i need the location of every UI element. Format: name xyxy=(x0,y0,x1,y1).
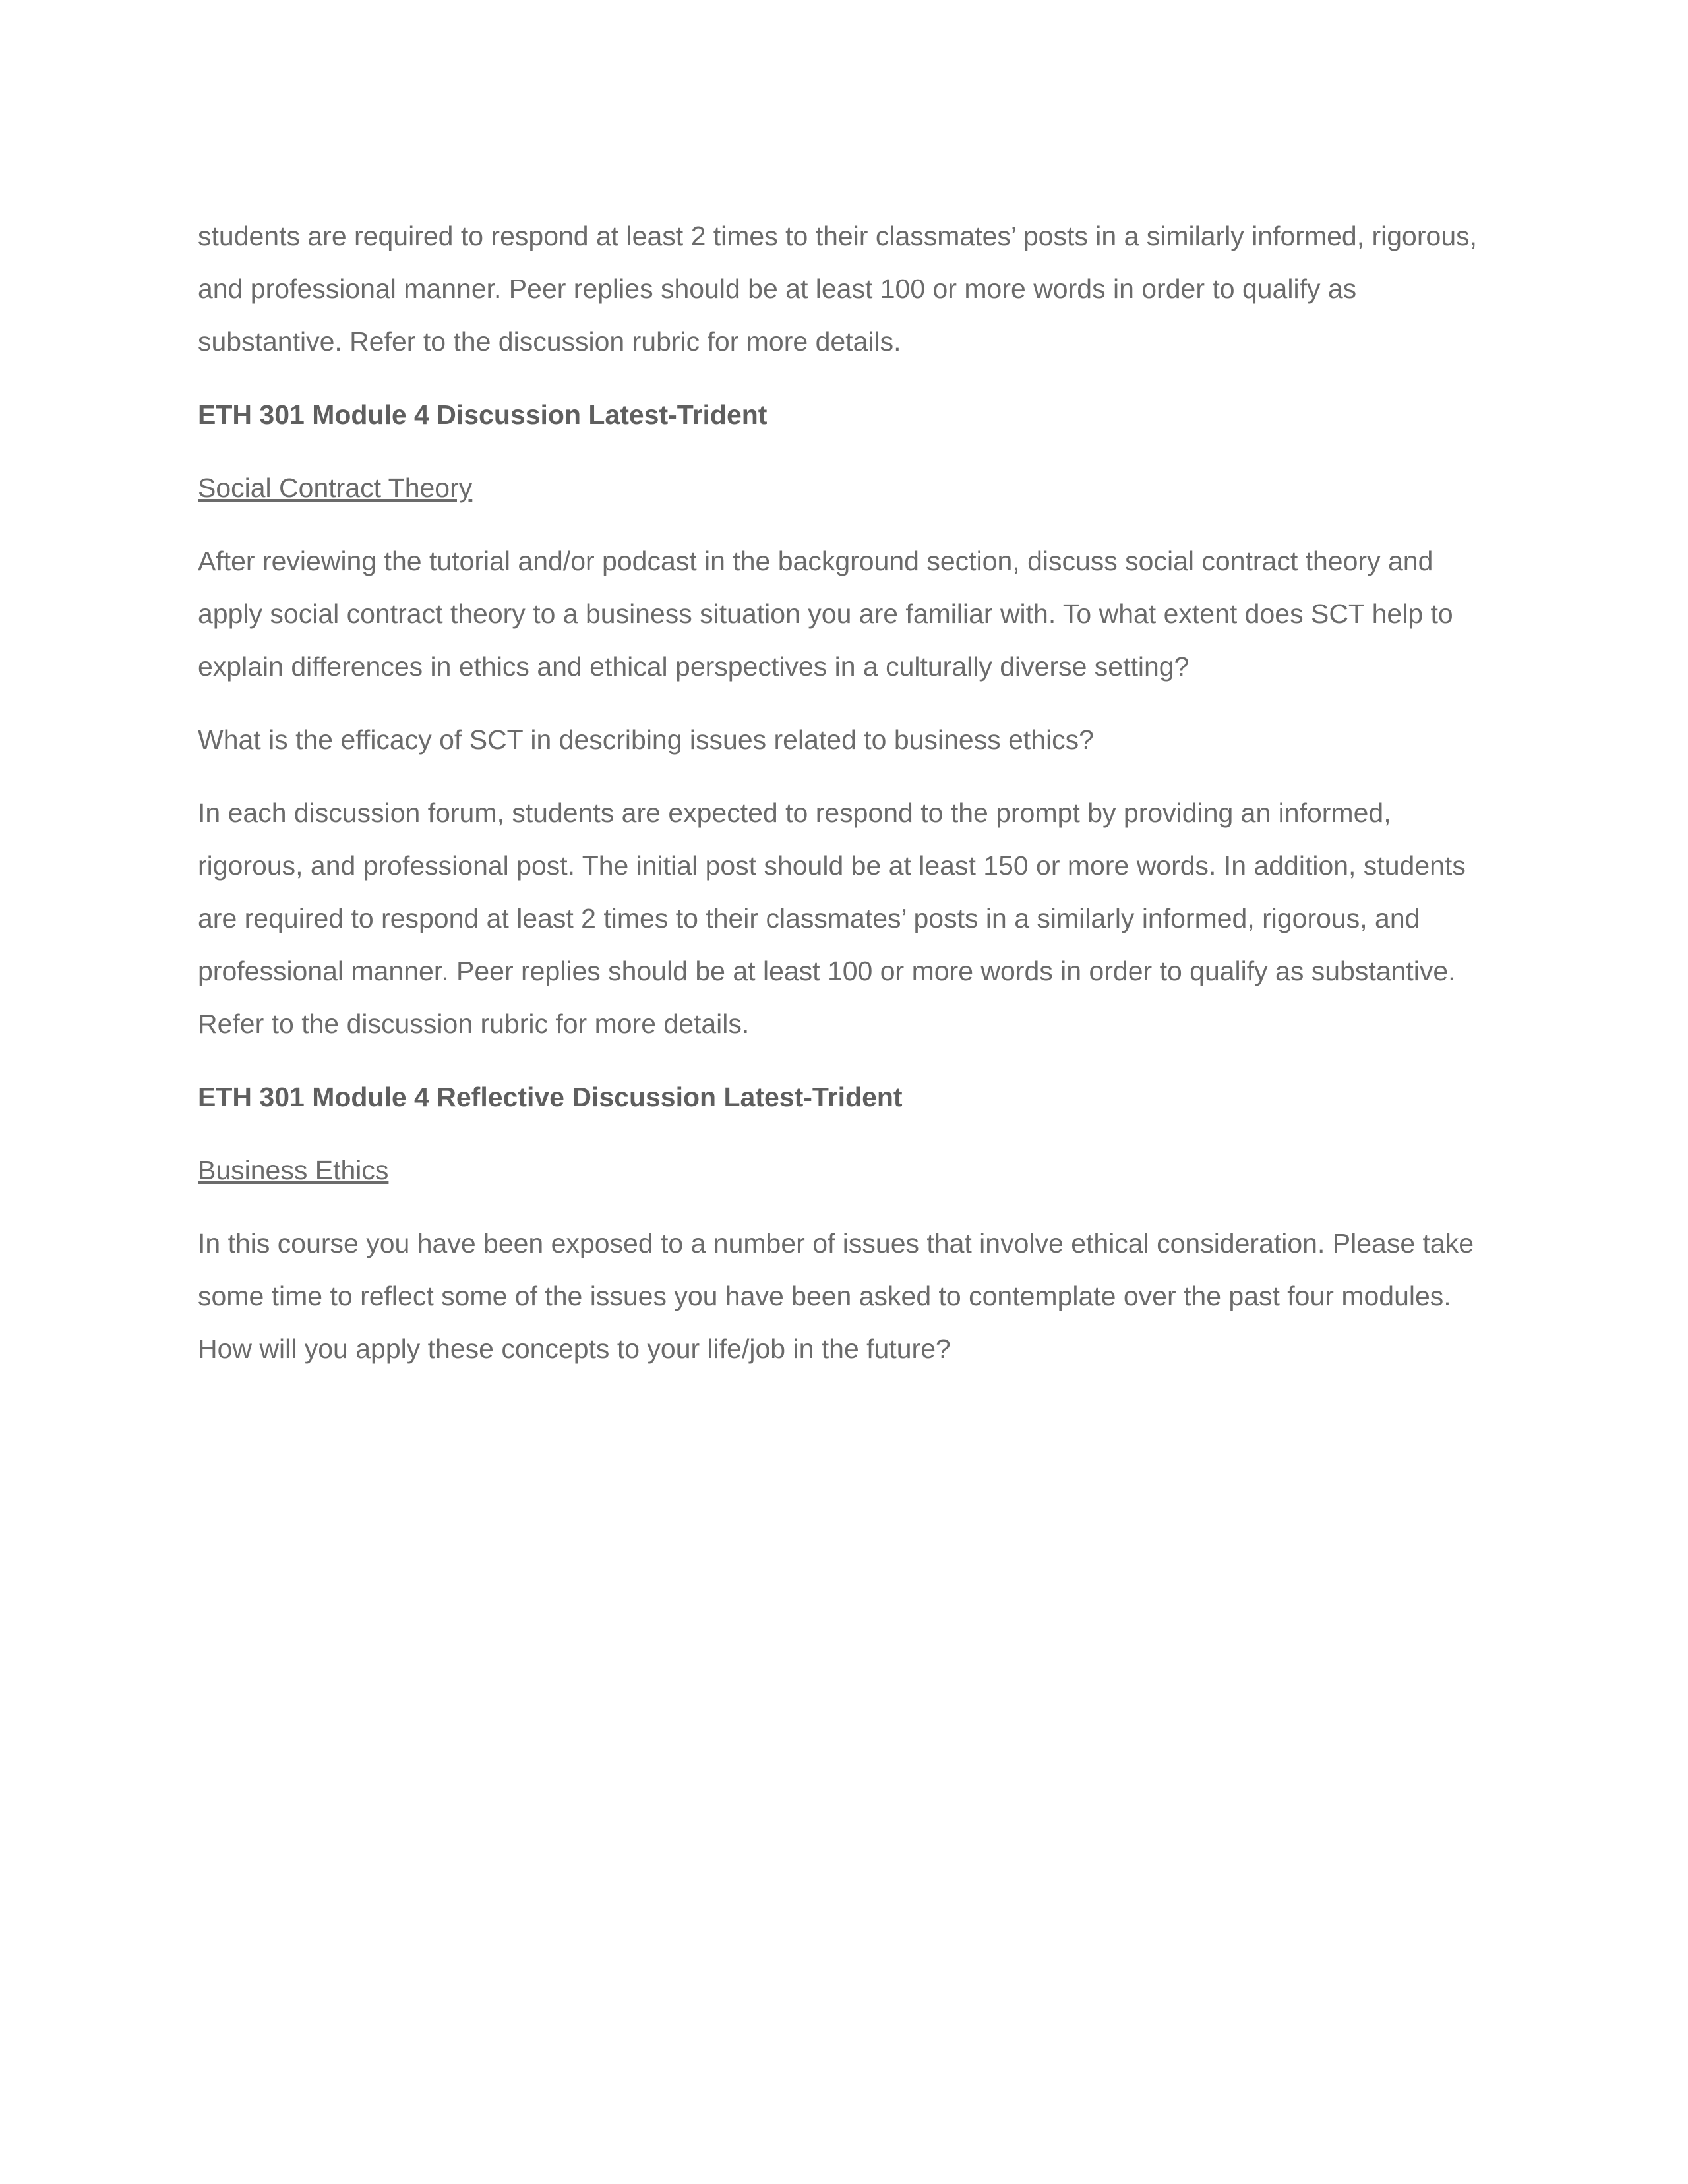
paragraph-discussion-forum-requirements: In each discussion forum, students are expected to respond to the prompt by providing an informed, rigorous, and professional post. The initial post should be at least 150 or more words. In addition, students are required to respond at least 2 times to their classmates’ posts in a similarly informed, rigorous, and professional manner. Peer replies should be at least 100 or more words in order to qualify as substantive. Refer to the discussion rubric for more details. xyxy=(198,798,1466,1039)
document-page xyxy=(198,210,1497,1396)
subheading-business-ethics: Business Ethics xyxy=(198,1155,389,1185)
subheading-social-contract-theory: Social Contract Theory xyxy=(198,473,473,503)
paragraph-peer-reply-requirements: students are required to respond at least 2 times to their classmates’ posts in a similarly informed, rigorous, and professional manner. Peer replies should be at least 100 or more words in order to qualify as substantive. Refer to the discussion rubric for more details. xyxy=(198,221,1478,357)
paragraph-reflection-prompt: In this course you have been exposed to a number of issues that involve ethical consideration. Please take some time to reflect some of the issues you have been asked to contemplate over the past four modules. How will you apply these concepts to your life/job in the future? xyxy=(198,1228,1474,1364)
paragraph-sct-prompt: After reviewing the tutorial and/or podcast in the background section, discuss social contract theory and apply social contract theory to a business situation you are familiar with. To what extent does SCT help to explain differences in ethics and ethical perspectives in a culturally diverse setting? xyxy=(198,546,1453,682)
paragraph-sct-efficacy-question: What is the efficacy of SCT in describing issues related to business ethics? xyxy=(198,724,1094,755)
heading-module-4-reflective-discussion: ETH 301 Module 4 Reflective Discussion Latest-Trident xyxy=(198,1082,903,1112)
heading-module-4-discussion: ETH 301 Module 4 Discussion Latest-Trident xyxy=(198,399,768,430)
